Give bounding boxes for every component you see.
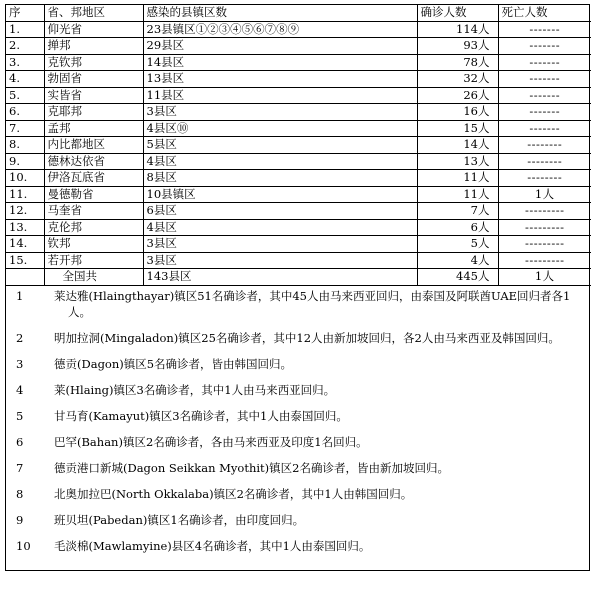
- row-districts: 4县区: [143, 153, 417, 170]
- row-deaths: --------: [498, 137, 591, 154]
- row-no: 12.: [6, 203, 44, 220]
- document: [5, 4, 590, 571]
- row-no: 9.: [6, 153, 44, 170]
- row-deaths: -------: [498, 120, 591, 137]
- row-deaths: ---------: [498, 252, 591, 269]
- row-region: 孟邦: [44, 120, 143, 137]
- table-header-row: [6, 5, 591, 21]
- row-no: 5.: [6, 87, 44, 104]
- row-no: 3.: [6, 54, 44, 71]
- row-districts: 23县镇区①②③④⑤⑥⑦⑧⑨: [143, 21, 417, 38]
- row-districts: 29县区: [143, 38, 417, 55]
- table-row: [6, 137, 591, 154]
- row-confirmed: 7人: [417, 203, 498, 220]
- row-no: 4.: [6, 71, 44, 88]
- row-districts: 6县区: [143, 203, 417, 220]
- row-region: 德林达依省: [44, 153, 143, 170]
- row-no: 10.: [6, 170, 44, 187]
- table-row: [6, 38, 591, 55]
- footnote-text: 德贡港口新城(Dagon Seikkan Myothit)镇区2名确诊者，皆由新加坡回归。: [54, 460, 449, 475]
- row-confirmed: 78人: [417, 54, 498, 71]
- table-row: [6, 153, 591, 170]
- footnote-number: 4: [16, 382, 24, 397]
- row-districts: 3县区: [143, 252, 417, 269]
- footnote-text: 甘马育(Kamayut)镇区3名确诊者，其中1人由泰国回归。: [54, 408, 348, 423]
- footnote-text: 明加拉洞(Mingaladon)镇区25名确诊者，其中12人由新加坡回归，各2人由马来西亚及韩国回归。: [54, 330, 560, 345]
- row-region: 伊洛瓦底省: [44, 170, 143, 187]
- row-region: 曼德勒省: [44, 186, 143, 203]
- footnote-number: 2: [16, 330, 24, 345]
- row-deaths: --------: [498, 153, 591, 170]
- footnote: [16, 460, 583, 476]
- total-row: [6, 269, 591, 286]
- header-no: 序: [6, 5, 44, 21]
- footnote: [16, 330, 583, 346]
- table-body: [6, 21, 591, 269]
- footnote-text: 班贝坦(Pabedan)镇区1名确诊者，由印度回归。: [54, 512, 305, 527]
- row-confirmed: 5人: [417, 236, 498, 253]
- row-districts: 4县区⑩: [143, 120, 417, 137]
- row-districts: 3县区: [143, 104, 417, 121]
- row-confirmed: 16人: [417, 104, 498, 121]
- footnote: [16, 382, 583, 398]
- table-row: [6, 71, 591, 88]
- row-no: 2.: [6, 38, 44, 55]
- table-row: [6, 170, 591, 187]
- row-confirmed: 93人: [417, 38, 498, 55]
- table-row: [6, 54, 591, 71]
- footnote-number: 10: [16, 538, 31, 553]
- table-row: [6, 104, 591, 121]
- row-districts: 4县区: [143, 219, 417, 236]
- row-region: 克耶邦: [44, 104, 143, 121]
- row-no: 15.: [6, 252, 44, 269]
- row-deaths: ---------: [498, 219, 591, 236]
- footnote: [16, 434, 583, 450]
- row-region: 内比都地区: [44, 137, 143, 154]
- row-confirmed: 14人: [417, 137, 498, 154]
- header-confirmed: 确诊人数: [417, 5, 498, 21]
- row-region: 钦邦: [44, 236, 143, 253]
- row-no: 13.: [6, 219, 44, 236]
- row-confirmed: 13人: [417, 153, 498, 170]
- row-region: 马奎省: [44, 203, 143, 220]
- total-confirmed: 445人: [417, 269, 498, 286]
- row-deaths: ---------: [498, 236, 591, 253]
- covid-stats-table: [6, 5, 591, 286]
- row-region: 仰光省: [44, 21, 143, 38]
- footnote-number: 1: [16, 288, 24, 303]
- row-region: 勃固省: [44, 71, 143, 88]
- row-region: 实皆省: [44, 87, 143, 104]
- row-deaths: -------: [498, 38, 591, 55]
- row-no: 11.: [6, 186, 44, 203]
- row-deaths: -------: [498, 87, 591, 104]
- row-deaths: -------: [498, 21, 591, 38]
- header-deaths: 死亡人数: [498, 5, 591, 21]
- total-label: 全国共: [44, 269, 143, 286]
- footnote-number: 9: [16, 512, 24, 527]
- row-districts: 8县区: [143, 170, 417, 187]
- row-confirmed: 11人: [417, 170, 498, 187]
- row-no: 1.: [6, 21, 44, 38]
- row-districts: 5县区: [143, 137, 417, 154]
- header-districts: 感染的县镇区数: [143, 5, 417, 21]
- footnote-text: 毛淡棉(Mawlamyine)县区4名确诊者，其中1人由泰国回归。: [54, 538, 371, 553]
- footnote-number: 3: [16, 356, 24, 371]
- table-row: [6, 219, 591, 236]
- table-row: [6, 203, 591, 220]
- row-deaths: 1人: [498, 186, 591, 203]
- footnote-number: 7: [16, 460, 24, 475]
- row-confirmed: 15人: [417, 120, 498, 137]
- row-region: 若开邦: [44, 252, 143, 269]
- table-row: [6, 87, 591, 104]
- footnote-text: 巴罕(Bahan)镇区2名确诊者，各由马来西亚及印度1名回归。: [54, 434, 368, 449]
- row-districts: 11县区: [143, 87, 417, 104]
- footnote-number: 5: [16, 408, 24, 423]
- row-deaths: -------: [498, 71, 591, 88]
- row-no: 6.: [6, 104, 44, 121]
- table-row: [6, 21, 591, 38]
- table-row: [6, 252, 591, 269]
- row-region: 掸邦: [44, 38, 143, 55]
- row-confirmed: 6人: [417, 219, 498, 236]
- row-no: 8.: [6, 137, 44, 154]
- footnote: [16, 288, 583, 320]
- table-row: [6, 120, 591, 137]
- footnote-text: 莱(Hlaing)镇区3名确诊者，其中1人由马来西亚回归。: [54, 382, 336, 397]
- footnote-text: 德贡(Dagon)镇区5名确诊者，皆由韩国回归。: [54, 356, 293, 371]
- total-deaths: 1人: [498, 269, 591, 286]
- footnote: [16, 356, 583, 372]
- row-deaths: --------: [498, 170, 591, 187]
- row-region: 克伦邦: [44, 219, 143, 236]
- row-districts: 3县区: [143, 236, 417, 253]
- row-region: 克钦邦: [44, 54, 143, 71]
- row-districts: 13县区: [143, 71, 417, 88]
- row-confirmed: 114人: [417, 21, 498, 38]
- footnote: [16, 408, 583, 424]
- footnote: [16, 486, 583, 502]
- row-districts: 10县镇区: [143, 186, 417, 203]
- header-region: 省、邦地区: [44, 5, 143, 21]
- table-row: [6, 236, 591, 253]
- row-districts: 14县区: [143, 54, 417, 71]
- footnote-number: 6: [16, 434, 24, 449]
- total-districts: 143县区: [143, 269, 417, 286]
- row-confirmed: 32人: [417, 71, 498, 88]
- footnote-number: 8: [16, 486, 24, 501]
- row-confirmed: 11人: [417, 186, 498, 203]
- footnote-text: 北奥加拉巴(North Okkalaba)镇区2名确诊者，其中1人由韩国回归。: [54, 486, 413, 501]
- row-confirmed: 4人: [417, 252, 498, 269]
- footnotes: [6, 286, 589, 570]
- footnote: [16, 538, 583, 554]
- row-no: 7.: [6, 120, 44, 137]
- table-row: [6, 186, 591, 203]
- footnote-text: 莱达雅(Hlaingthayar)镇区51名确诊者，其中45人由马来西亚回归，由泰国及阿联酋UAE回归者各1人。: [54, 288, 571, 319]
- row-deaths: -------: [498, 104, 591, 121]
- row-confirmed: 26人: [417, 87, 498, 104]
- total-no-cell: [6, 269, 44, 286]
- row-no: 14.: [6, 236, 44, 253]
- footnote: [16, 512, 583, 528]
- row-deaths: ---------: [498, 203, 591, 220]
- row-deaths: -------: [498, 54, 591, 71]
